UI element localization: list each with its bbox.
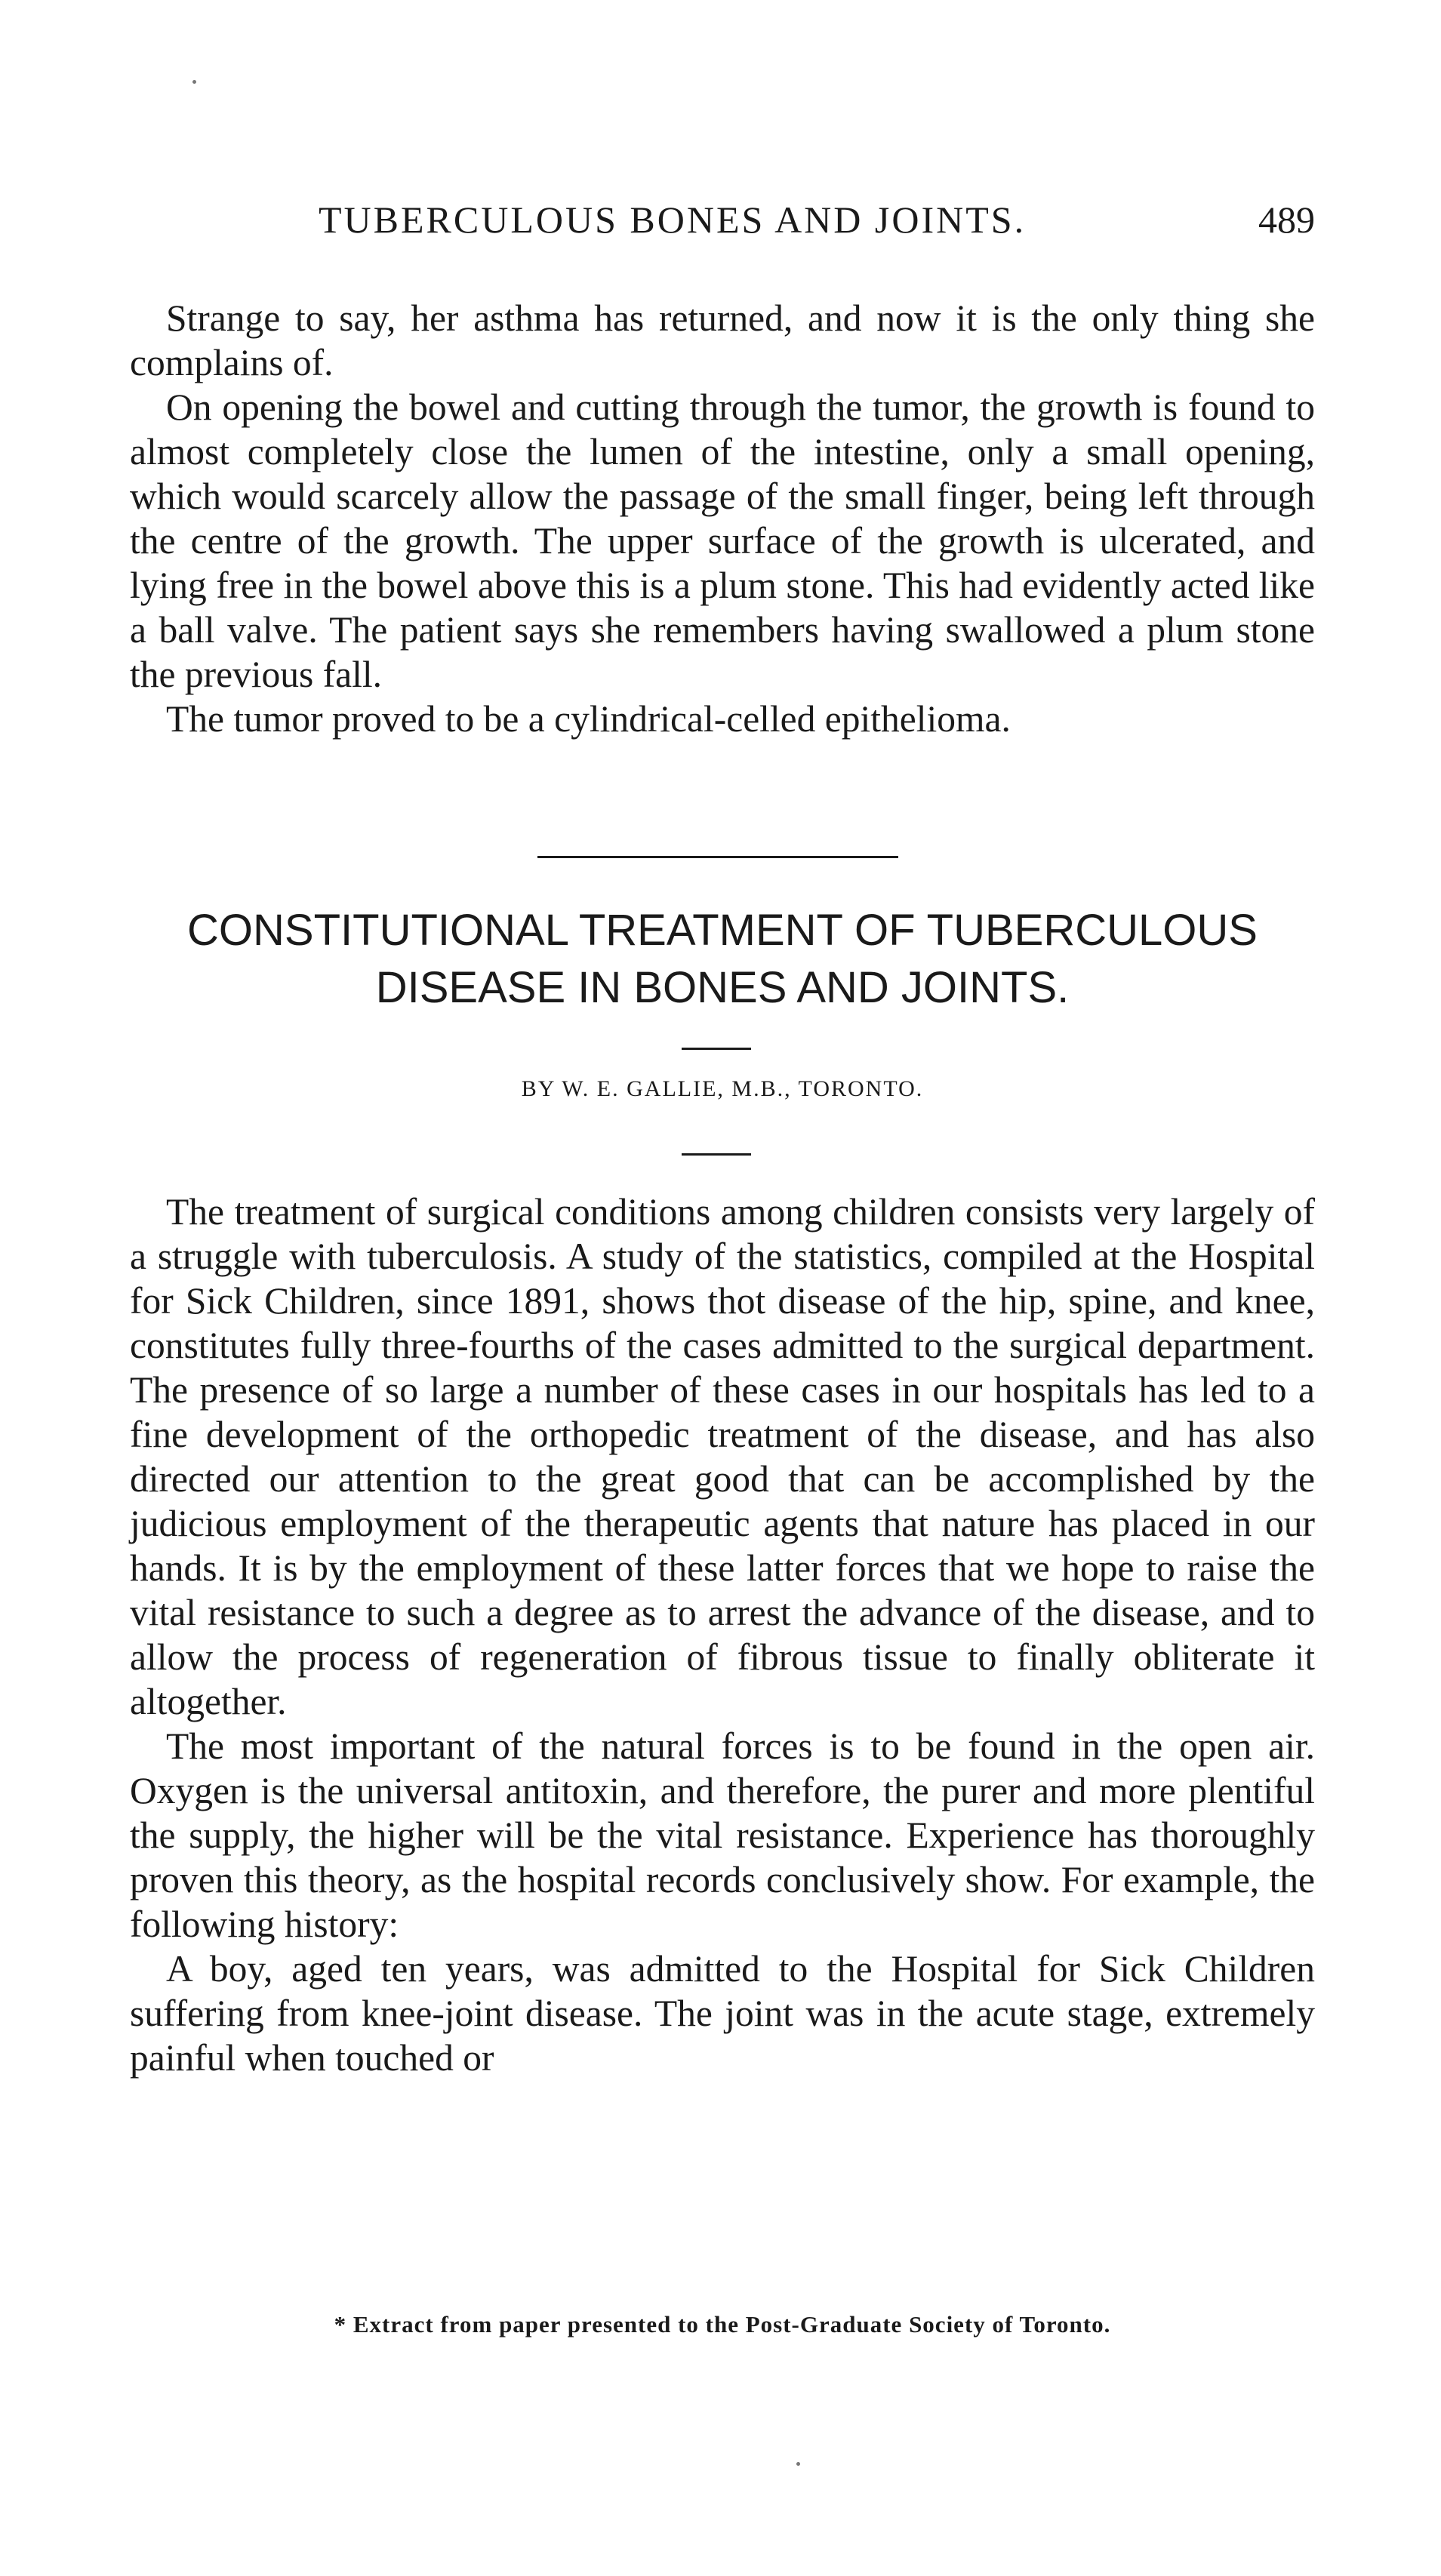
scan-speck-bottom [796,2462,800,2466]
footnote: * Extract from paper presented to the Post-Graduate Society of Toronto. [334,2311,1111,2337]
article-title-line-1: CONSTITUTIONAL TREATMENT OF TUBERCULOUS [187,906,1258,955]
author-byline: BY W. E. GALLIE, M.B., TORONTO. [521,1076,924,1101]
paragraph: The treatment of surgical conditions among children consists very largely of a struggle with tuberculosis. A study of the statistics, compiled at the Hospital for Sick Children, since 1891, shows thot disease of the hip, spine, and knee, constitutes fully three-fourths of the cases admitted to the surgical department. The presence of so large a number of these cases in our hospitals has led to a fine development of the orthopedic treatment of the disease, and has also directed our attention to the great good that can be accomplished by the judicious employment of the therapeutic agents that nature has placed in our hands. It is by the employment of these latter forces that we hope to raise the vital resistance to such a degree as to arrest the advance of the disease, and to allow the process of regeneration of fibrous tissue to finally obliterate it altogether. [130,1191,1315,1722]
byline-rule [682,1153,751,1156]
continuation-text [130,296,1315,741]
section-divider [537,856,898,858]
scan-speck-top [192,80,196,84]
paragraph: A boy, aged ten years, was admitted to the Hospital for Sick Children suffering from knee-joint disease. The joint was in the acute stage, extremely painful when touched or [130,1948,1315,2079]
article-body [130,1190,1315,2080]
paragraph: On opening the bowel and cutting through the tumor, the growth is found to almost completely close the lumen of the intestine, only a small opening, which would scarcely allow the passage of the small finger, being left through the centre of the growth. The upper surface of the growth is ulcerated, and lying free in the bowel above this is a plum stone. This had evidently acted like a ball valve. The patient says she remembers having swallowed a plum stone the previous fall. [130,386,1315,695]
paragraph: The most important of the natural forces is to be found in the open air. Oxygen is the universal antitoxin, and therefore, the purer and more plentiful the supply, the higher will be the vital resistance. Experience has thoroughly proven this theory, as the hospital records conclusively show. For example, the following history: [130,1725,1315,1945]
title-rule [682,1048,751,1050]
page-number: 489 [1258,199,1315,241]
paragraph: The tumor proved to be a cylindrical-celled epithelioma. [166,698,1011,740]
article-title-line-2: DISEASE IN BONES AND JOINTS. [375,963,1070,1012]
paragraph: Strange to say, her asthma has returned, and now it is the only thing she complains of. [130,297,1315,383]
running-title: TUBERCULOUS BONES AND JOINTS. [319,199,1027,241]
running-head [130,198,1315,251]
